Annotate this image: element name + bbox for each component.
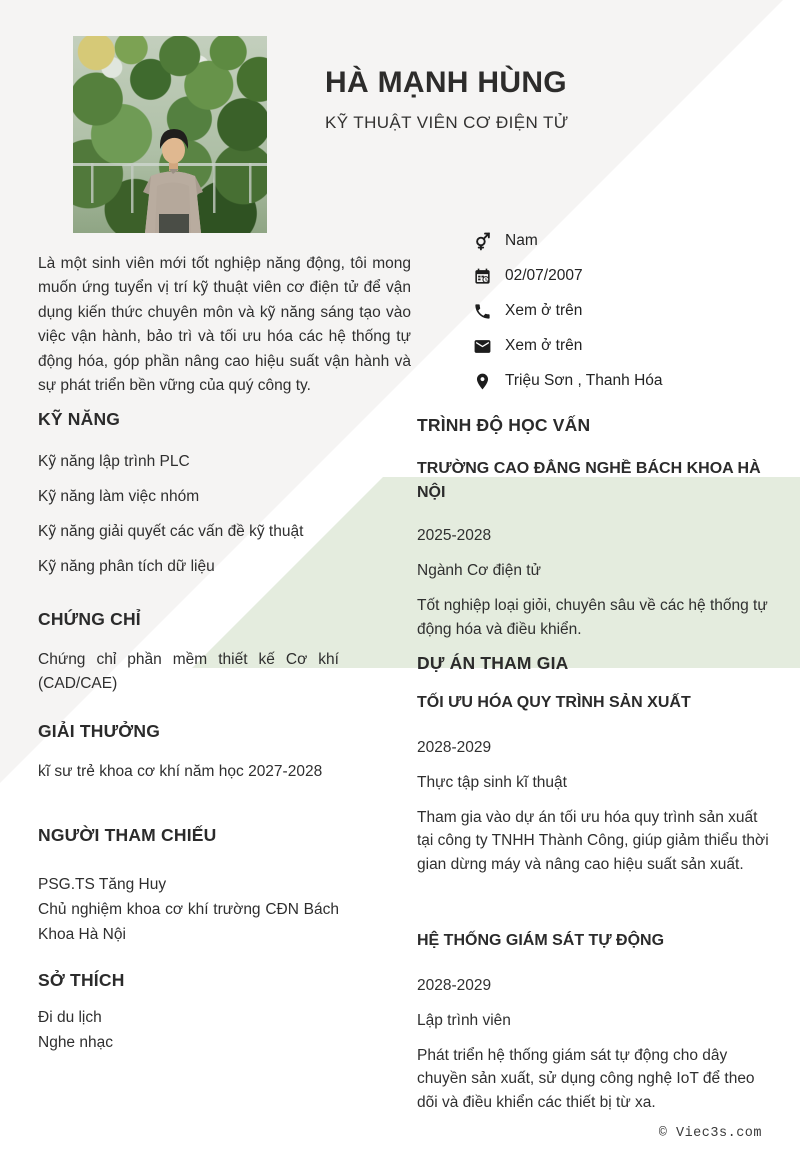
project-item: [417, 691, 771, 876]
section-hobbies: [38, 968, 339, 1055]
contact-value-phone: Xem ở trên: [505, 302, 583, 319]
profile-photo: [73, 36, 267, 233]
contact-value-gender: Nam: [505, 232, 538, 249]
contact-value-birthday: 02/07/2007: [505, 267, 583, 284]
education-school: TRƯỜNG CAO ĐẲNG NGHỀ BÁCH KHOA HÀ NỘI: [417, 460, 761, 501]
contact-value-email: Xem ở trên: [505, 337, 583, 354]
skill-item: Kỹ năng làm việc nhóm: [38, 488, 200, 505]
project-period: 2028-2029: [417, 738, 492, 756]
section-skills: [38, 407, 383, 590]
contact-list: [473, 230, 663, 405]
contact-row-email: [473, 335, 663, 357]
skill-item: Kỹ năng lập trình PLC: [38, 453, 190, 470]
site-credit: © Viec3s.com: [658, 1126, 762, 1141]
calendar-icon: [473, 267, 492, 286]
project-period: 2028-2029: [417, 976, 492, 994]
reference-position: Chủ nghiệm khoa cơ khí trường CĐN Bách Khoa Hà Nội: [38, 901, 339, 943]
email-icon: [473, 337, 492, 356]
summary-paragraph: Là một sinh viên mới tốt nghiệp năng động, tôi mong muốn ứng tuyển vị trí kỹ thuật viên cơ điện tử để vận dụng kiến thức chuyên môn và kỹ năng sáng tạo vào việc vận hành, bảo trì và tối ưu hóa các hệ thống tự động hóa, góp phần nâng cao hiệu suất vận hành và sự phát triển bền vững của quý công ty.: [38, 255, 411, 395]
hobby-item: Đi du lịch: [38, 1009, 102, 1026]
references-heading: NGƯỜI THAM CHIẾU: [38, 825, 217, 845]
skill-item: Kỹ năng giải quyết các vấn đề kỹ thuật: [38, 523, 304, 540]
location-icon: [473, 372, 492, 391]
certificates-heading: CHỨNG CHỈ: [38, 609, 141, 629]
skill-item: Kỹ năng phân tích dữ liệu: [38, 558, 215, 575]
section-certificates: [38, 607, 339, 696]
contact-row-gender: [473, 230, 663, 252]
hobbies-heading: SỞ THÍCH: [38, 970, 125, 990]
contact-row-birthday: [473, 265, 663, 287]
education-heading: TRÌNH ĐỘ HỌC VẤN: [417, 415, 591, 435]
candidate-job-title: KỸ THUẬT VIÊN CƠ ĐIỆN TỬ: [325, 113, 569, 132]
project-description: Phát triển hệ thống giám sát tự động cho dây chuyền sản xuất, sử dụng công nghệ IoT để theo dõi và điều khiển các thiết bị từ xa.: [417, 1046, 755, 1111]
certificates-text: Chứng chỉ phần mềm thiết kế Cơ khí (CAD/CAE): [38, 651, 339, 692]
education-major: Ngành Cơ điện tử: [417, 562, 541, 579]
reference-name: PSG.TS Tăng Huy: [38, 876, 167, 893]
candidate-name: HÀ MẠNH HÙNG: [325, 66, 567, 99]
profile-photo-figure: [73, 36, 267, 233]
gender-icon: [473, 232, 492, 251]
project-title: TỐI ƯU HÓA QUY TRÌNH SẢN XUẤT: [417, 694, 691, 711]
project-role: Thực tập sinh kĩ thuật: [417, 773, 567, 791]
skills-heading: KỸ NĂNG: [38, 409, 121, 429]
phone-icon: [473, 302, 492, 321]
project-title: HỆ THỐNG GIÁM SÁT TỰ ĐỘNG: [417, 932, 665, 949]
education-period: 2025-2028: [417, 527, 492, 544]
education-description: Tốt nghiệp loại giỏi, chuyên sâu về các hệ thống tự động hóa và điều khiển.: [417, 597, 768, 638]
awards-text: kĩ sư trẻ khoa cơ khí năm học 2027-2028: [38, 763, 323, 780]
project-description: Tham gia vào dự án tối ưu hóa quy trình sản xuất tại công ty TNHH Thành Công, giúp giảm thiểu thời gian dừng máy và nâng cao hiệu suất sản xuất.: [417, 808, 769, 873]
projects-heading: DỰ ÁN THAM GIA: [417, 653, 569, 673]
contact-row-phone: [473, 300, 663, 322]
hobby-item: Nghe nhạc: [38, 1034, 113, 1051]
section-references: [38, 823, 339, 947]
project-item: [417, 929, 771, 1114]
awards-heading: GIẢI THƯỞNG: [38, 721, 161, 741]
project-role: Lập trình viên: [417, 1011, 511, 1029]
contact-row-location: [473, 370, 663, 392]
section-education: [417, 413, 771, 641]
contact-value-location: Triệu Sơn , Thanh Hóa: [505, 372, 663, 389]
section-awards: [38, 719, 339, 784]
